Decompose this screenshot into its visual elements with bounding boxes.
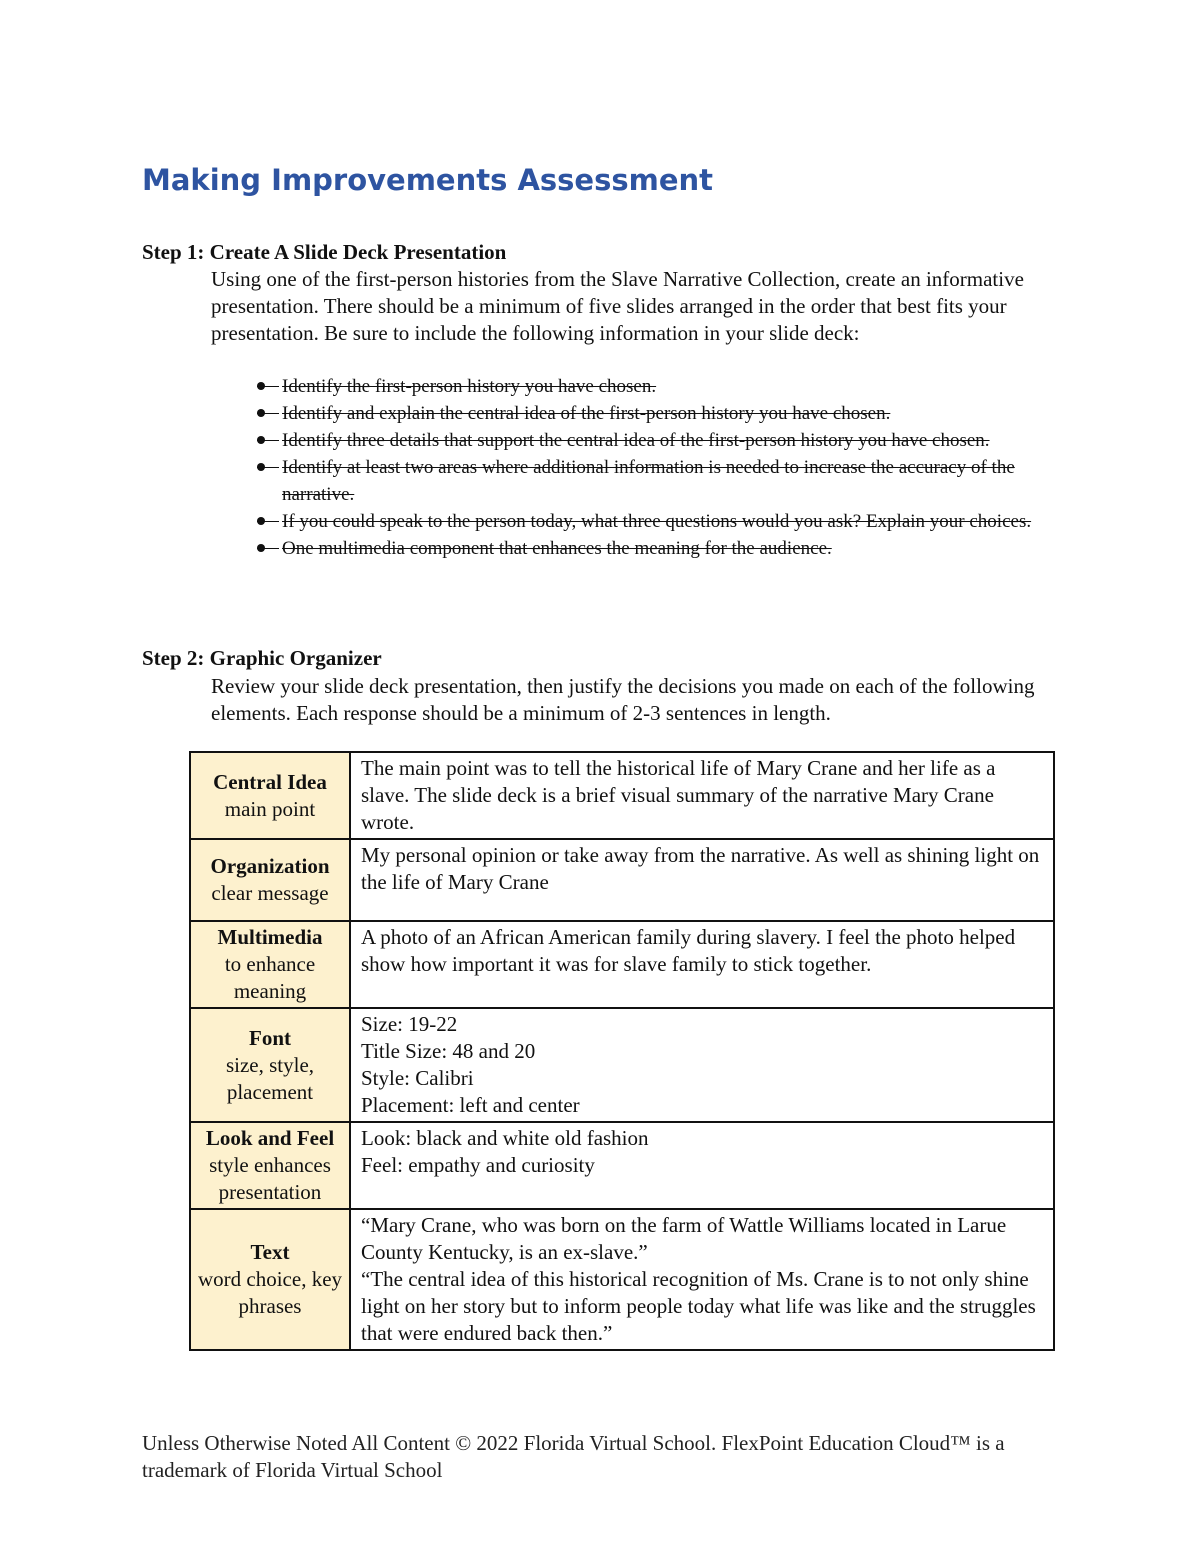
row-answer: Size: 19-22 (361, 1012, 458, 1036)
page-title: Making Improvements Assessment (142, 163, 714, 197)
bullet-icon (257, 382, 265, 390)
list-item: Identify and explain the central idea of the first-person history you have chosen. (211, 400, 1061, 427)
row-answer: The main point was to tell the historical life of Mary Crane and her life as a slave. The slide deck is a brief visual summary of the narrative Mary Crane wrote. (361, 756, 996, 834)
row-answer: Style: Calibri (361, 1066, 474, 1090)
graphic-organizer-table (189, 751, 1055, 1351)
row-answer: Feel: empathy and curiosity (361, 1153, 595, 1177)
row-sublabel: to enhance meaning (224, 952, 316, 1003)
table-row (190, 839, 1054, 921)
row-label-cell (190, 1008, 350, 1122)
row-label: Organization (210, 854, 330, 878)
step1-heading: Step 1: Create A Slide Deck Presentation (142, 240, 507, 264)
row-sublabel: size, style, placement (225, 1052, 315, 1104)
list-item: If you could speak to the person today, what three questions would you ask? Explain your choices. (211, 508, 1061, 535)
list-item: Identify three details that support the central idea of the first-person history you have chosen. (211, 427, 1061, 454)
row-label-cell (190, 752, 350, 839)
row-label: Font (249, 1025, 291, 1050)
row-answer-cell (350, 1008, 1054, 1122)
row-answer-cell (350, 1209, 1054, 1350)
row-label: Multimedia (217, 925, 323, 949)
list-item: Identify the first-person history you have chosen. (211, 373, 1061, 400)
row-sublabel: word choice, key phrases (197, 1267, 343, 1318)
table-row (190, 752, 1054, 839)
row-label-cell (190, 1209, 350, 1350)
row-answer: A photo of an African American family during slavery. I feel the photo helped show how important it was for slave family to stick together. (361, 925, 1016, 976)
row-answer: Title Size: 48 and 20 (361, 1039, 536, 1063)
table-row (190, 1209, 1054, 1350)
row-answer-cell (350, 1122, 1054, 1209)
row-label: Look and Feel (205, 1126, 335, 1150)
row-answer: “The central idea of this historical recognition of Ms. Crane is to not only shine light on her story but to inform people today what life was like and the struggles that were endured back then.” (361, 1267, 1036, 1345)
table-row (190, 1122, 1054, 1209)
step1-instructions: Using one of the first-person histories from the Slave Narrative Collection, create an informative presentation. There should be a minimum of five slides arranged in the order that best fits your presentation. Be sure to include the following information in your slide deck: (211, 267, 1024, 345)
row-answer-cell (350, 839, 1054, 921)
row-label: Text (250, 1240, 290, 1264)
row-answer: Look: black and white old fashion (361, 1126, 649, 1150)
row-sublabel: style enhances presentation (209, 1153, 331, 1204)
row-sublabel: main point (224, 796, 316, 821)
bullet-icon (257, 544, 265, 552)
row-answer: My personal opinion or take away from the narrative. As well as shining light on the life of Mary Crane (361, 843, 1040, 894)
row-sublabel: clear message (211, 881, 329, 905)
bullet-icon (257, 409, 265, 417)
list-item: Identify at least two areas where additional information is needed to increase the accuracy of the narrative. (211, 454, 1061, 508)
row-label-cell (190, 921, 350, 1008)
table-row (190, 1008, 1054, 1122)
list-item: One multimedia component that enhances the meaning for the audience. (211, 535, 1061, 562)
row-answer-cell (350, 921, 1054, 1008)
row-label: Central Idea (213, 769, 327, 794)
bullet-icon (257, 463, 265, 471)
row-label-cell (190, 1122, 350, 1209)
step2-instructions: Review your slide deck presentation, then justify the decisions you made on each of the following elements. Each response should be a minimum of 2-3 sentences in length. (211, 674, 1035, 725)
step1-bullet-list (211, 373, 1061, 562)
row-answer: “Mary Crane, who was born on the farm of Wattle Williams located in Larue County Kentucky, is an ex-slave.” (361, 1213, 1007, 1264)
row-label-cell (190, 839, 350, 921)
row-answer-cell (350, 752, 1054, 839)
bullet-icon (257, 517, 265, 525)
bullet-icon (257, 436, 265, 444)
table-row (190, 921, 1054, 1008)
copyright-footer: Unless Otherwise Noted All Content © 2022 Florida Virtual School. FlexPoint Education Cloud™ is a trademark of Florida Virtual School (142, 1431, 1005, 1482)
step2-heading: Step 2: Graphic Organizer (142, 646, 382, 670)
row-answer: Placement: left and center (361, 1093, 580, 1117)
